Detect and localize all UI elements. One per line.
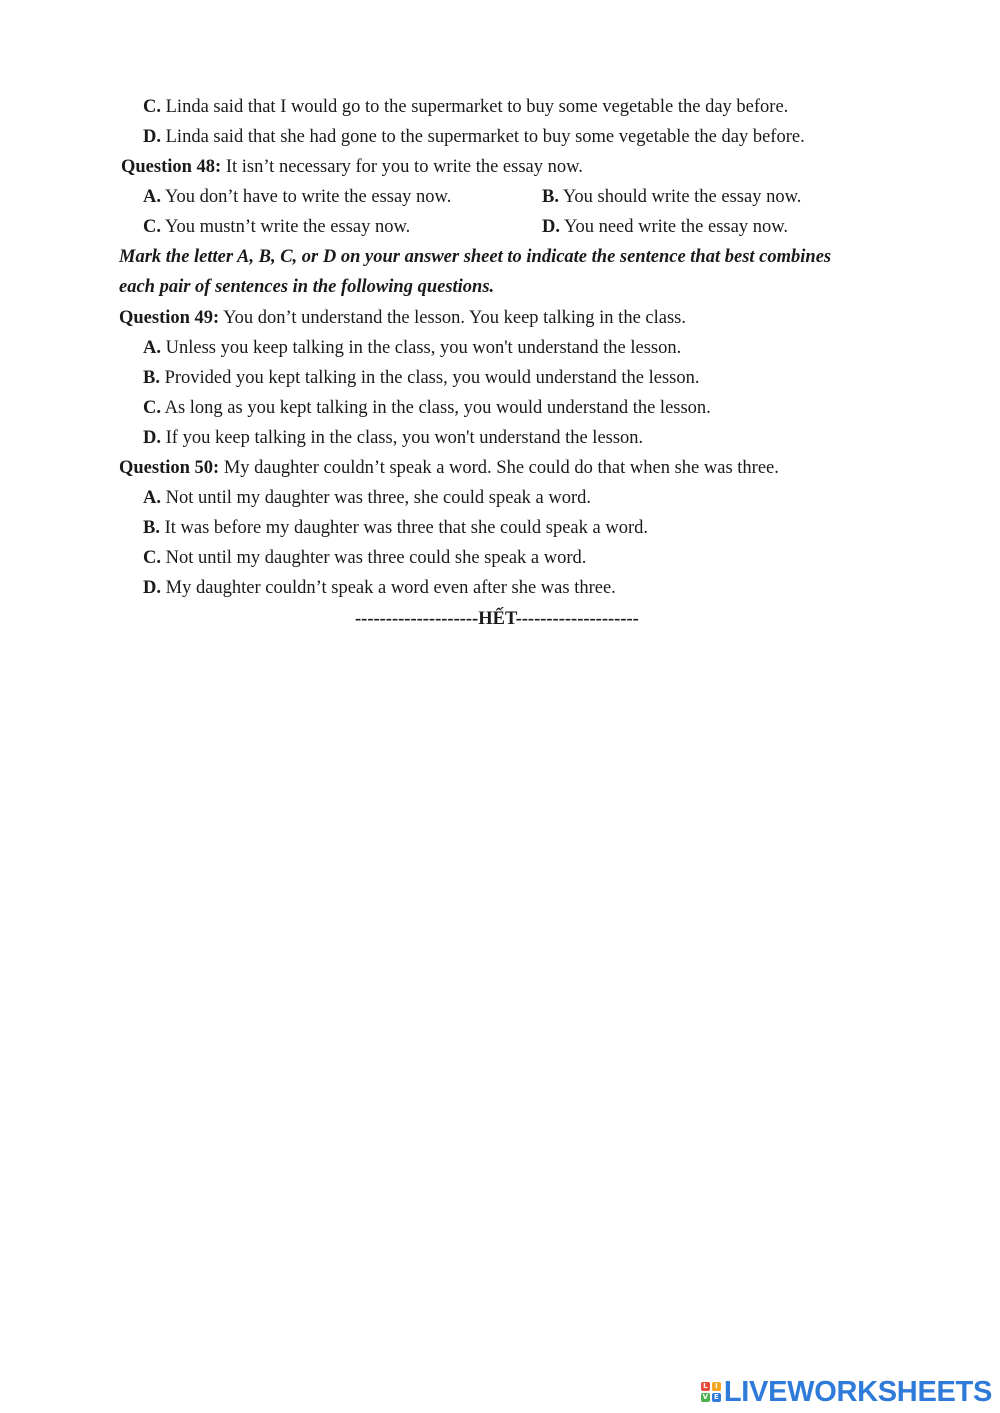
option-text: My daughter couldn’t speak a word even after she was three.	[165, 578, 616, 598]
option-text: Not until my daughter was three, she could speak a word.	[165, 488, 592, 508]
option-letter: D.	[542, 217, 560, 237]
option-letter: B.	[542, 187, 559, 207]
option-text: It was before my daughter was three that she could speak a word.	[164, 518, 648, 538]
option-text: As long as you kept talking in the class, you would understand the lesson.	[164, 398, 711, 418]
end-marker: --------------------HẾT--------------------	[355, 609, 639, 629]
option-letter: D.	[143, 428, 161, 448]
option-letter: D.	[143, 127, 161, 147]
q48-option-d	[542, 215, 788, 239]
q50-option-d	[143, 576, 616, 600]
q48-option-c	[143, 215, 410, 239]
option-text: Linda said that I would go to the supermarket to buy some vegetable the day before.	[165, 97, 789, 117]
question-label: Question 48:	[121, 157, 222, 177]
logo-mark-letter: E	[712, 1393, 721, 1402]
logo-mark-icon	[701, 1382, 721, 1402]
q49-option-b	[143, 366, 699, 390]
option-text: You mustn’t write the essay now.	[164, 217, 411, 237]
liveworksheets-logo[interactable]	[701, 1377, 992, 1407]
option-text: You need write the essay now.	[563, 217, 788, 237]
instruction-line-2: each pair of sentences in the following questions.	[119, 277, 495, 297]
q48-option-b	[542, 185, 801, 209]
option-text: Linda said that she had gone to the supermarket to buy some vegetable the day before.	[165, 127, 805, 147]
option-text: If you keep talking in the class, you won't understand the lesson.	[165, 428, 644, 448]
q47-option-c	[143, 95, 788, 119]
question-prompt: My daughter couldn’t speak a word. She could do that when she was three.	[223, 458, 779, 478]
option-letter: C.	[143, 548, 161, 568]
q49-option-c	[143, 396, 711, 420]
option-text: You should write the essay now.	[562, 187, 802, 207]
q49-option-d	[143, 426, 643, 450]
logo-mark-letter: V	[702, 1393, 709, 1401]
option-letter: C.	[143, 398, 161, 418]
q50-option-a	[143, 486, 591, 510]
option-letter: C.	[143, 217, 161, 237]
instruction-line-1: Mark the letter A, B, C, or D on your answer sheet to indicate the sentence that best combines	[119, 247, 832, 267]
option-letter: B.	[143, 518, 160, 538]
question-prompt: It isn’t necessary for you to write the essay now.	[225, 157, 583, 177]
question-48	[121, 155, 583, 179]
option-letter: B.	[143, 368, 160, 388]
question-49	[119, 306, 686, 330]
question-label: Question 49:	[119, 308, 220, 328]
option-text: Not until my daughter was three could she speak a word.	[165, 548, 587, 568]
question-label: Question 50:	[119, 458, 220, 478]
option-text: Provided you kept talking in the class, you would understand the lesson.	[164, 368, 700, 388]
q50-option-c	[143, 546, 586, 570]
q49-option-a	[143, 336, 681, 360]
q47-option-d	[143, 125, 805, 149]
q50-option-b	[143, 516, 648, 540]
option-text: You don’t have to write the essay now.	[164, 187, 452, 207]
logo-mark-letter: I	[712, 1382, 721, 1391]
q48-option-a	[143, 185, 451, 209]
option-letter: C.	[143, 97, 161, 117]
logo-mark-letter: L	[701, 1382, 710, 1391]
option-text: Unless you keep talking in the class, you won't understand the lesson.	[165, 338, 682, 358]
logo-text: LIVEWORKSHEETS	[723, 1375, 992, 1408]
option-letter: D.	[143, 578, 161, 598]
question-prompt: You don’t understand the lesson. You keep talking in the class.	[223, 308, 686, 328]
option-letter: A.	[143, 338, 161, 358]
option-letter: A.	[143, 488, 161, 508]
question-50	[119, 456, 779, 480]
option-letter: A.	[143, 187, 161, 207]
